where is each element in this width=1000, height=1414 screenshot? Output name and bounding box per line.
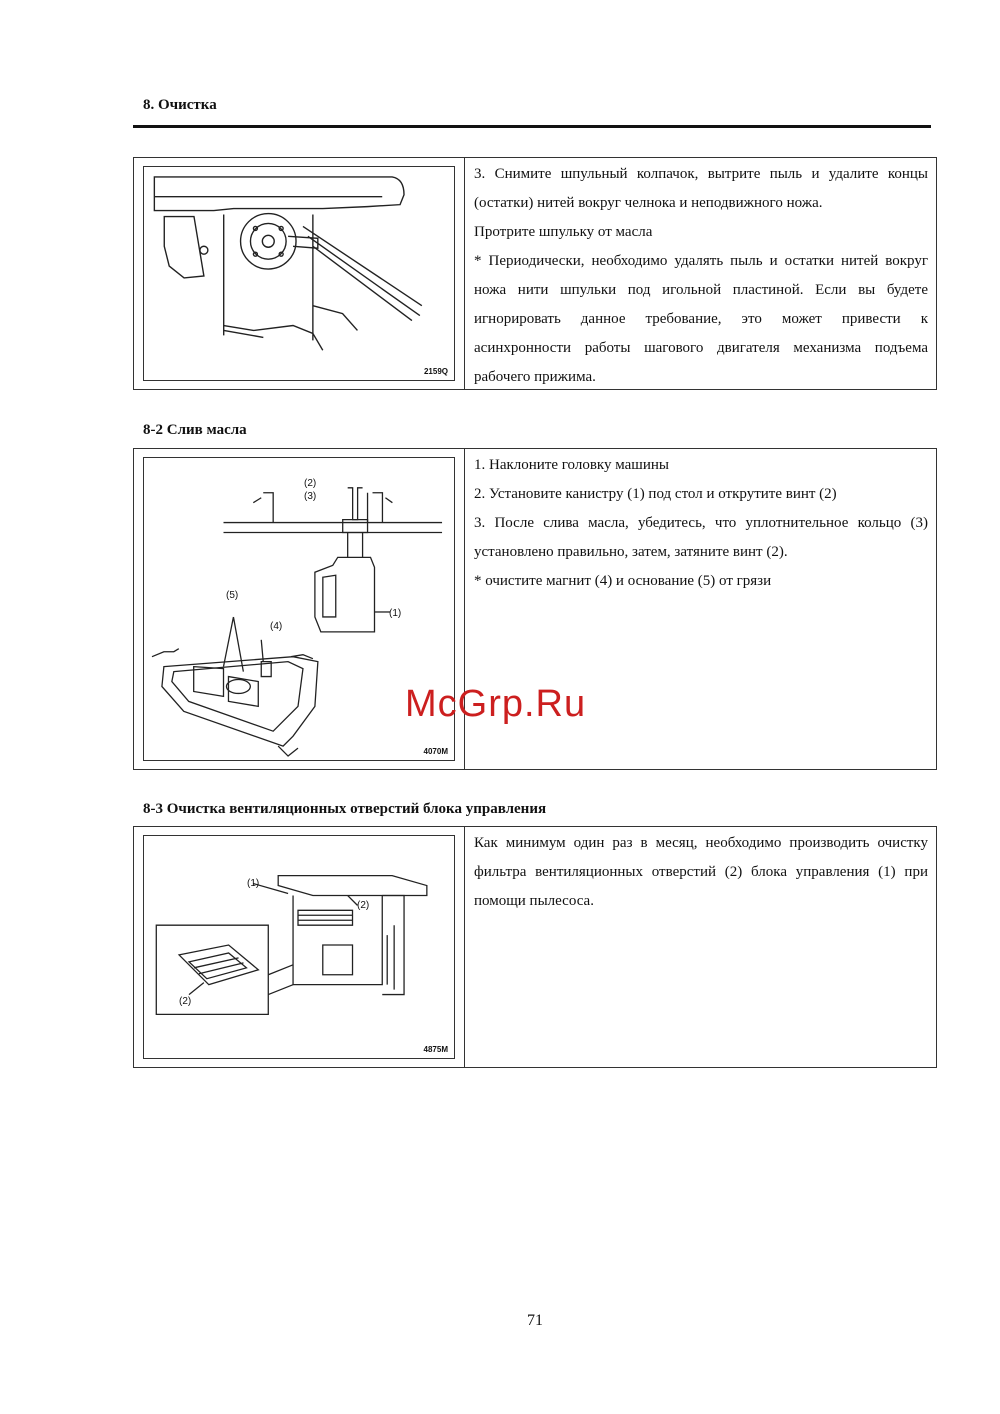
paragraph: 2. Установите канистру (1) под стол и открутите винт (2) xyxy=(474,486,837,502)
watermark: McGrp.Ru xyxy=(405,683,587,725)
page-number: 71 xyxy=(527,1312,543,1329)
callout-2: (2) xyxy=(304,478,317,489)
paragraph: * Периодически, необходимо удалять пыль и остатки нитей вокруг ножа нити шпульки под игольной пластиной. Если вы будете игнорировать данное требование, это может привести к асинхронности работы шагового двигателя механизма подъема рабочего прижима. xyxy=(474,253,928,385)
instructions-text xyxy=(465,158,936,389)
callout-2-vent: (2) xyxy=(357,900,370,911)
callout-4: (4) xyxy=(270,621,283,632)
instructions-text xyxy=(465,827,936,1067)
block-vent-cleaning xyxy=(133,826,937,1068)
callout-2-inset: (2) xyxy=(179,996,192,1007)
paragraph: 3. После слива масла, убедитесь, что уплотнительное кольцо (3) установлено правильно, затем, затяните винт (2). xyxy=(474,515,928,560)
image-cell xyxy=(134,158,465,389)
callout-1: (1) xyxy=(389,608,402,619)
image-cell xyxy=(134,827,465,1067)
control-box-illustration xyxy=(143,835,455,1059)
bobbin-illustration xyxy=(143,166,455,381)
callout-5: (5) xyxy=(226,590,239,601)
paragraph: 1. Наклоните головку машины xyxy=(474,457,669,473)
paragraph: Как минимум один раз в месяц, необходимо производить очистку фильтра вентиляционных отверстий (2) блока управления (1) при помощи пылесоса. xyxy=(474,835,928,909)
image-code: 2159Q xyxy=(423,367,448,376)
section-title-vent-cleaning: 8-3 Очистка вентиляционных отверстий блока управления xyxy=(143,801,547,817)
paragraph: Протрите шпульку от масла xyxy=(474,224,653,240)
block-bobbin-cleaning xyxy=(133,157,937,390)
section-title-cleaning: 8. Очистка xyxy=(143,97,217,113)
image-code: 4070M xyxy=(423,747,448,756)
paragraph: * очистите магнит (4) и основание (5) от грязи xyxy=(474,573,772,589)
callout-3: (3) xyxy=(304,491,317,502)
paragraph: 3. Снимите шпульный колпачок, вытрите пыль и удалите концы (остатки) нитей вокруг челнока и неподвижного ножа. xyxy=(474,166,928,211)
image-code: 4875M xyxy=(423,1045,448,1054)
callout-1: (1) xyxy=(247,878,260,889)
header-rule xyxy=(133,125,931,128)
section-title-oil-drain: 8-2 Слив масла xyxy=(143,422,247,438)
